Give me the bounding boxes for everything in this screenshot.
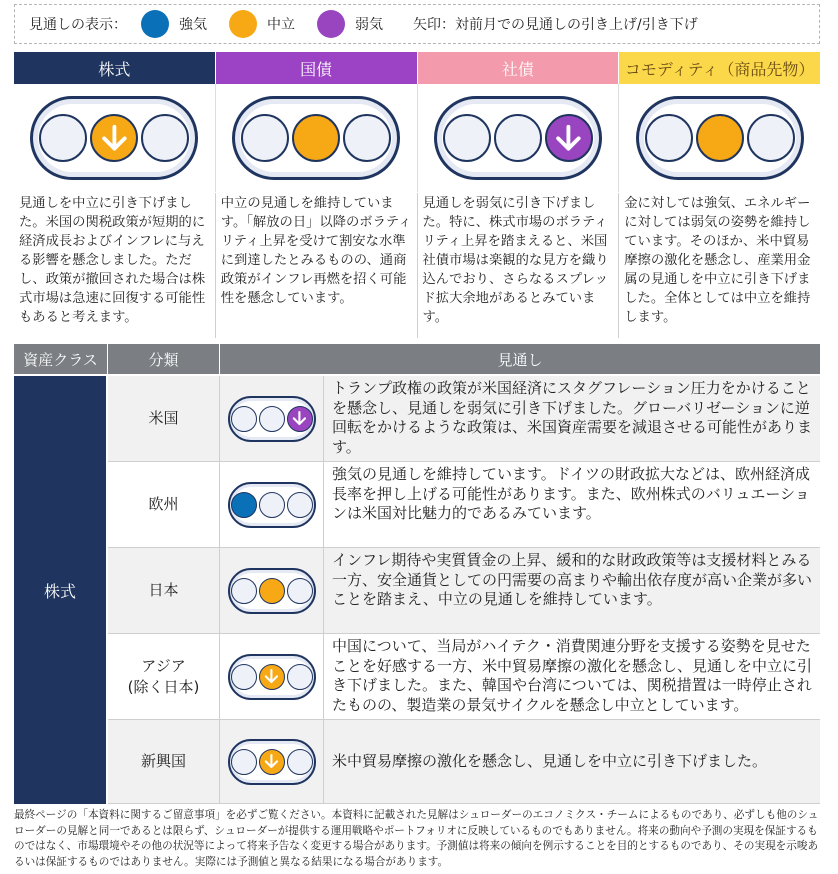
neutral-lamp bbox=[696, 114, 744, 162]
text-equities: 見通しを中立に引き下げました。米国の関税政策が短期的に経済成長およびインフレに与える影響を懸念しました。ただし、政策が撤回された場合は株式市場は急速に回復する可能性もあると考えます。 bbox=[14, 193, 216, 338]
bullish-lamp bbox=[231, 664, 257, 690]
header-government-bonds: 国債 bbox=[216, 52, 418, 84]
outlook-text: トランプ政権の政策が米国経済にスタグフレーション圧力をかけることを懸念し、見通しを弱気に引き下げました。グローバリゼーションに逆回転をかけるような政策は、米国資産需要を減退させる可能性があります。 bbox=[324, 376, 820, 461]
header-corporate-bonds: 社債 bbox=[418, 52, 620, 84]
bearish-lamp bbox=[287, 578, 313, 604]
category-cell: 新興国 bbox=[108, 720, 220, 803]
arrow-down-icon bbox=[263, 668, 280, 685]
traffic-light-icon bbox=[636, 96, 804, 180]
neutral-lamp bbox=[259, 578, 285, 604]
bearish-lamp bbox=[287, 406, 313, 432]
arrow-down-icon bbox=[263, 753, 280, 770]
light-cell-government-bonds bbox=[216, 84, 418, 192]
table-header bbox=[14, 344, 820, 374]
bearish-lamp bbox=[545, 114, 593, 162]
legend-item-label: 弱気 bbox=[355, 17, 383, 33]
bearish-lamp bbox=[287, 492, 313, 518]
bullish-lamp bbox=[39, 114, 87, 162]
top-panel-lights bbox=[14, 84, 820, 192]
light-cell bbox=[220, 462, 324, 547]
bearish-lamp bbox=[747, 114, 795, 162]
bullish-lamp bbox=[231, 749, 257, 775]
neutral-lamp bbox=[259, 664, 285, 690]
column-header-category: 分類 bbox=[108, 344, 220, 374]
legend-item-bearish bbox=[317, 10, 383, 38]
traffic-light-icon bbox=[228, 482, 316, 528]
bullish-lamp bbox=[443, 114, 491, 162]
arrow-down-icon bbox=[291, 410, 308, 427]
neutral-lamp bbox=[494, 114, 542, 162]
outlook-text: 米中貿易摩擦の激化を懸念し、見通しを中立に引き下げました。 bbox=[324, 720, 820, 803]
arrow-down-icon bbox=[553, 123, 584, 154]
bullish-dot-icon bbox=[141, 10, 169, 38]
text-government-bonds: 中立の見通しを維持しています。「解放の日」以降のボラティリティ上昇を受けて割安な水準に到達したとみるものの、通商政策がインフレ再燃を招く可能性を懸念しています。 bbox=[216, 193, 418, 338]
bullish-lamp bbox=[231, 578, 257, 604]
neutral-dot-icon bbox=[229, 10, 257, 38]
text-corporate-bonds: 見通しを弱気に引き下げました。特に、株式市場のボラティリティ上昇を踏まえると、米国社債市場は楽観的な見方を織り込んでおり、さらなるスプレッド拡大余地があるとみています。 bbox=[418, 193, 620, 338]
table-row bbox=[108, 376, 820, 462]
traffic-light-icon bbox=[434, 96, 602, 180]
legend-arrow-note: 矢印：対前月での見通しの引き上げ/引き下げ bbox=[413, 17, 698, 33]
bearish-dot-icon bbox=[317, 10, 345, 38]
light-cell bbox=[220, 720, 324, 803]
neutral-lamp bbox=[259, 492, 285, 518]
outlook-text: 中国について、当局がハイテク・消費関連分野を支援する姿勢を見せたことを好感する一方、米中貿易摩擦の激化を懸念し、見通しを中立に引き下げました。また、韓国や台湾については、関税措置は一時停止されたものの、製造業の景気サイクルを懸念し中立としています。 bbox=[332, 637, 813, 714]
legend bbox=[14, 4, 820, 44]
table-row bbox=[108, 462, 820, 548]
light-cell-equities bbox=[14, 84, 216, 192]
column-header-outlook: 見通し bbox=[497, 350, 543, 369]
column-header-asset-class: 資産クラス bbox=[14, 344, 108, 374]
bullish-lamp bbox=[645, 114, 693, 162]
bullish-lamp bbox=[241, 114, 289, 162]
category-cell: 日本 bbox=[108, 548, 220, 633]
outlook-text: インフレ期待や実質賃金の上昇、緩和的な財政政策等は支援材料とみる一方、安全通貨としての円需要の高まりや輸出依存度が高い企業が多いことを踏まえ、中立の見通しを維持しています。 bbox=[324, 548, 820, 633]
legend-item-bullish bbox=[141, 10, 207, 38]
light-cell bbox=[220, 376, 324, 461]
legend-label: 見通しの表示： bbox=[29, 17, 127, 33]
table-row bbox=[108, 720, 820, 804]
legend-item-neutral bbox=[229, 10, 295, 38]
neutral-lamp bbox=[90, 114, 138, 162]
category-cell: 米国 bbox=[108, 376, 220, 461]
legend-item-label: 中立 bbox=[267, 17, 295, 33]
traffic-light-icon bbox=[30, 96, 198, 180]
disclaimer: 最終ページの「本資料に関するご留意事項」を必ずご覧ください。本資料に記載された見解はシュローダーのエコノミクス・チームによるものであり、必ずしも他のシュローダーの見解と同一であるとは限らず、シュローダーが提供する運用戦略やポートフォリオに反映しているものでもありません。将来の動向や予測の実現を保証するものではなく、市場環境やその他の状況等によって将来予告なく変更する場合があります。予測値は将来の傾向を例示することを目的とするものであり、その実現を示唆あるいは保証するものではありません。実際には予測値と異なる結果になる場合があります。 bbox=[14, 809, 819, 868]
header-equities: 株式 bbox=[14, 52, 216, 84]
neutral-lamp bbox=[292, 114, 340, 162]
traffic-light-icon bbox=[228, 396, 316, 442]
top-panel-headers bbox=[14, 52, 820, 84]
asset-class-cell: 株式 bbox=[14, 376, 106, 804]
table-row bbox=[108, 634, 820, 720]
top-panel-text bbox=[14, 193, 820, 338]
light-cell bbox=[220, 548, 324, 633]
traffic-light-icon bbox=[228, 739, 316, 785]
header-commodities: コモディティ（商品先物） bbox=[619, 52, 820, 84]
traffic-light-icon bbox=[228, 654, 316, 700]
light-cell bbox=[220, 634, 324, 719]
outlook-table bbox=[108, 376, 820, 804]
light-cell-corporate-bonds bbox=[418, 84, 620, 192]
bearish-lamp bbox=[287, 664, 313, 690]
bearish-lamp bbox=[141, 114, 189, 162]
category-cell: 欧州 bbox=[108, 462, 220, 547]
category-cell: アジア (除く日本) bbox=[108, 634, 220, 719]
bullish-lamp bbox=[231, 492, 257, 518]
text-commodities: 金に対しては強気、エネルギーに対しては弱気の姿勢を維持しています。そのほか、米中貿易摩擦の激化を懸念し、産業用金属の見通しを中立に引き下げました。全体としては中立を維持します。 bbox=[624, 196, 811, 325]
neutral-lamp bbox=[259, 406, 285, 432]
light-cell-commodities bbox=[619, 84, 820, 192]
table-row bbox=[108, 548, 820, 634]
outlook-text: 強気の見通しを維持しています。ドイツの財政拡大などは、欧州経済成長率を押し上げる可能性があります。また、欧州株式のバリュエーションは米国対比魅力的であるみています。 bbox=[332, 465, 811, 522]
arrow-down-icon bbox=[99, 123, 130, 154]
neutral-lamp bbox=[259, 749, 285, 775]
legend-item-label: 強気 bbox=[179, 17, 207, 33]
traffic-light-icon bbox=[232, 96, 400, 180]
traffic-light-icon bbox=[228, 568, 316, 614]
bullish-lamp bbox=[231, 406, 257, 432]
bearish-lamp bbox=[343, 114, 391, 162]
bearish-lamp bbox=[287, 749, 313, 775]
